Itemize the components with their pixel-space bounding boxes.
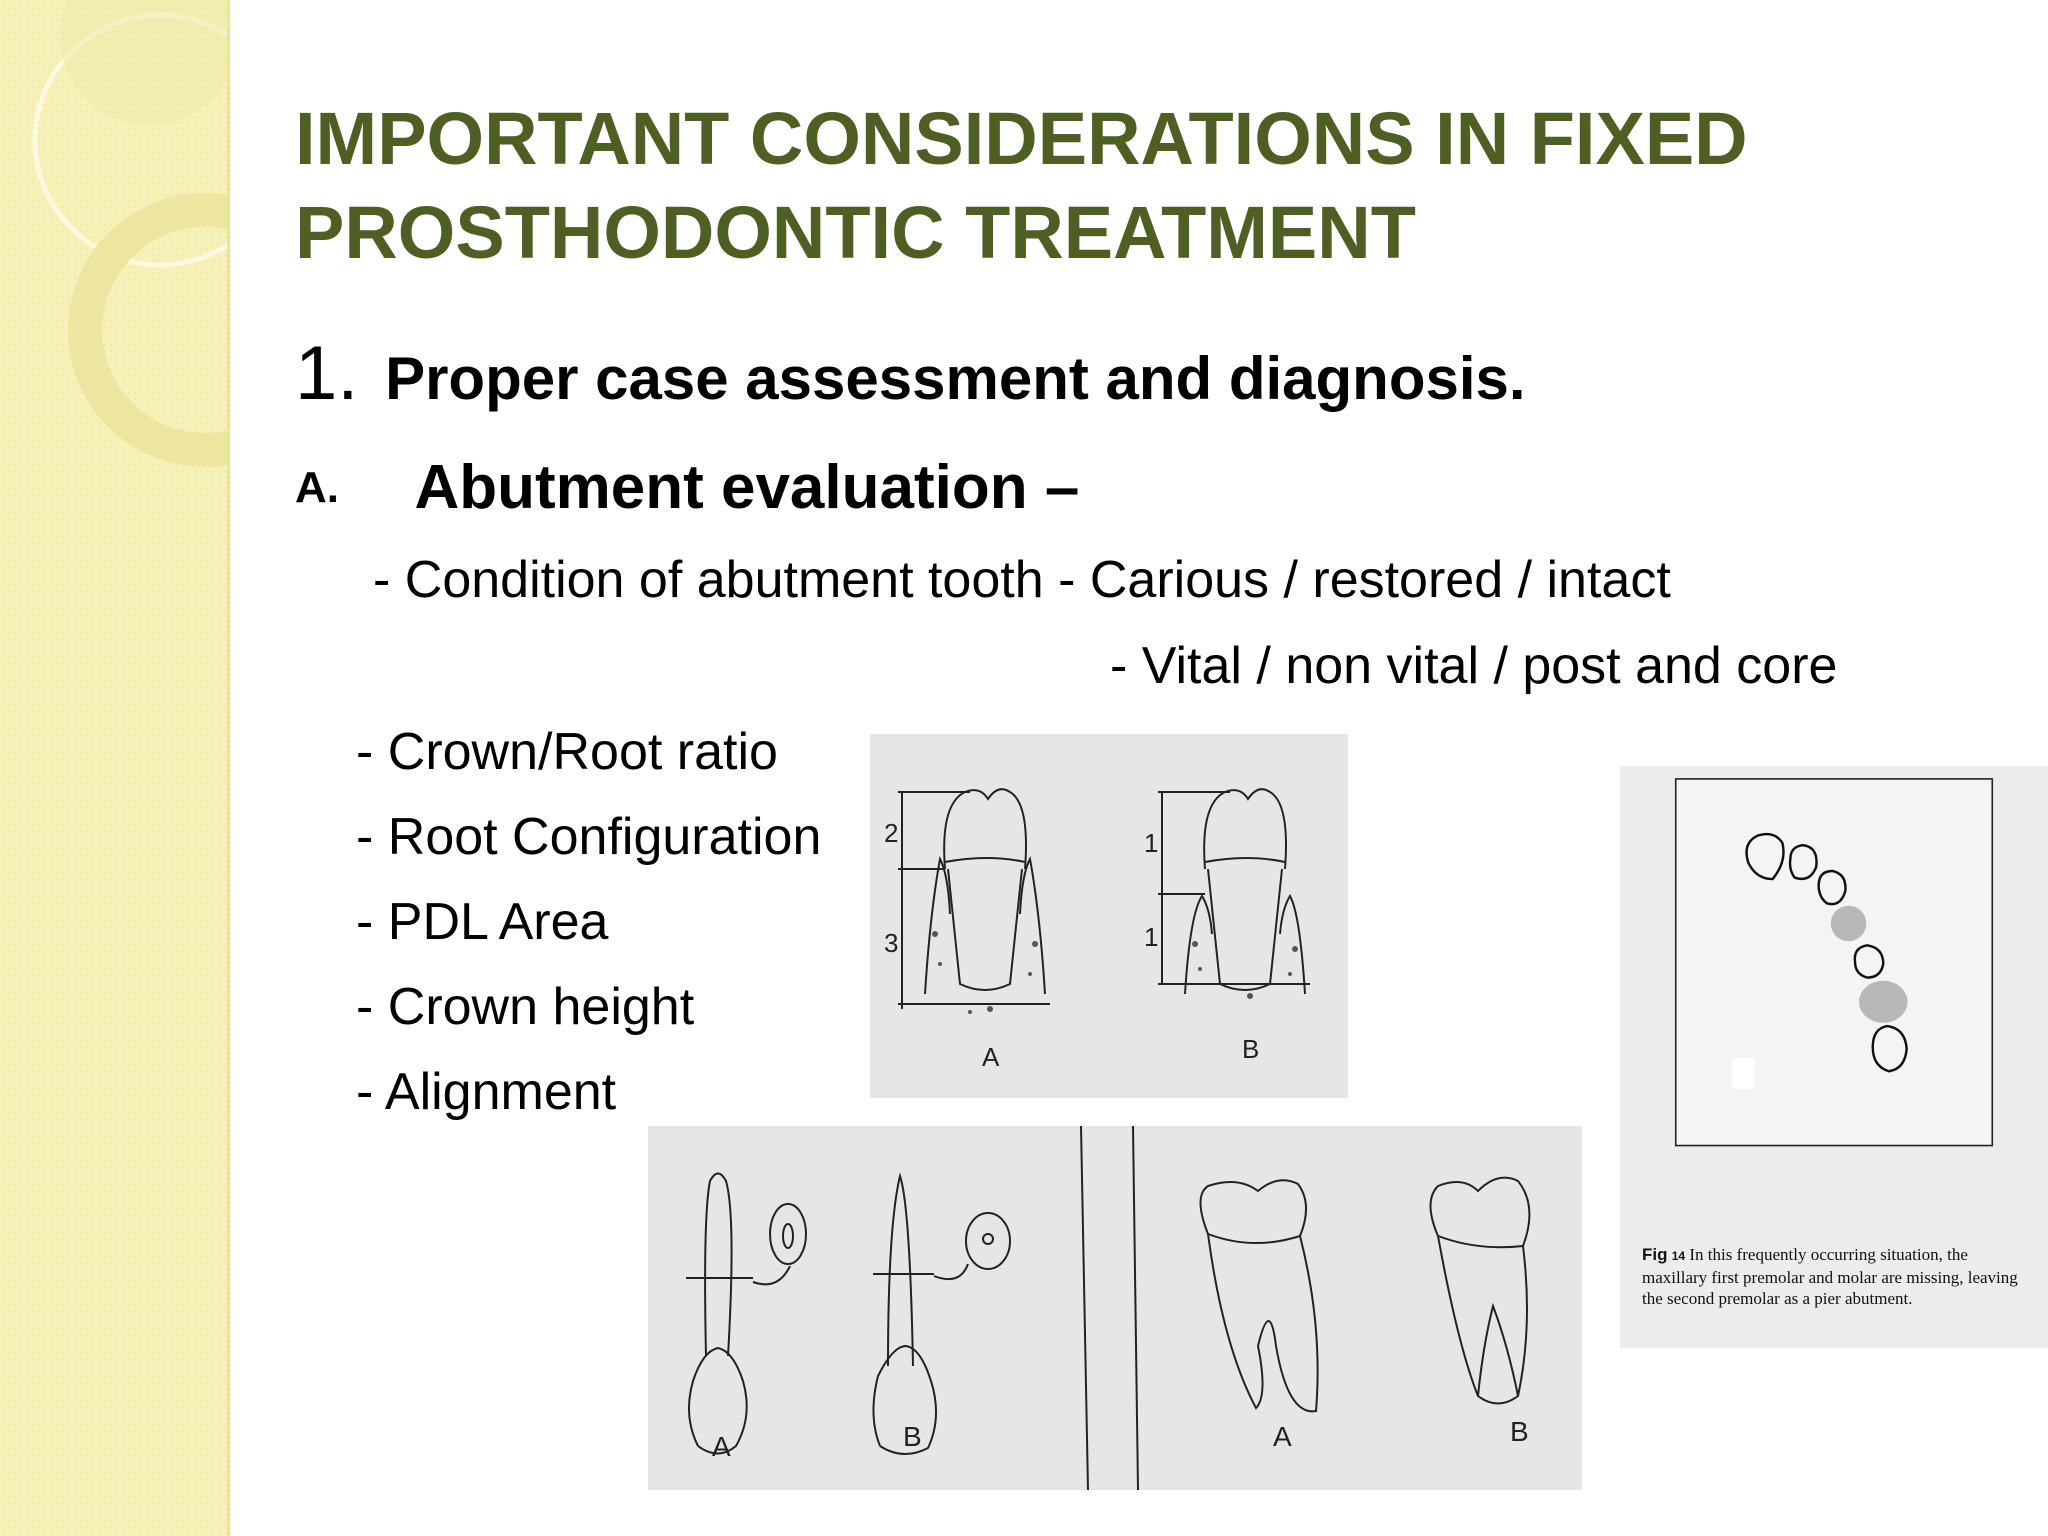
- figure-caption: [1642, 1244, 2032, 1309]
- title-line-1: IMPORTANT CONSIDERATIONS IN FIXED: [295, 97, 1748, 180]
- sidebar-divider: [227, 0, 230, 1536]
- arch-diagram: [1620, 766, 2048, 1236]
- point-a-letter: A.: [295, 462, 339, 512]
- vital-line: - Vital / non vital / post and core: [1110, 637, 1838, 695]
- pier-abutment-figure: [1620, 766, 2048, 1348]
- ratio-a-top: 2: [884, 818, 899, 848]
- fig-number: 14: [1671, 1249, 1686, 1263]
- ratio-b-bottom: 1: [1144, 922, 1159, 952]
- item-crown-height: - Crown height: [356, 978, 695, 1036]
- label-a: A: [982, 1042, 1000, 1072]
- title-line-2: PROSTHODONTIC TREATMENT: [295, 191, 1416, 274]
- root-configuration-diagram: [648, 1126, 1582, 1490]
- ratio-b-top: 1: [1144, 828, 1159, 858]
- decorative-circles: [0, 0, 228, 1536]
- label-b: B: [1242, 1034, 1260, 1064]
- point-1-text: Proper case assessment and diagnosis.: [385, 345, 1526, 412]
- item-alignment: - Alignment: [356, 1063, 617, 1121]
- point-1: [295, 330, 1526, 417]
- item-crown-root-ratio: - Crown/Root ratio: [356, 723, 778, 781]
- fig-label: Fig: [1642, 1245, 1668, 1264]
- item-pdl-area: - PDL Area: [356, 893, 609, 951]
- ratio-a-bottom: 3: [884, 928, 899, 958]
- root-label-a1: A: [712, 1431, 731, 1462]
- root-label-b1: B: [903, 1421, 922, 1452]
- crown-root-diagram: [870, 734, 1348, 1098]
- point-a-text: Abutment evaluation –: [414, 453, 1080, 522]
- root-configuration-figure: [648, 1126, 1582, 1490]
- item-root-configuration: - Root Configuration: [356, 808, 822, 866]
- condition-line: - Condition of abutment tooth - Carious / restored / intact: [373, 551, 1671, 609]
- root-label-b2: B: [1510, 1416, 1529, 1447]
- point-a: [295, 452, 1079, 523]
- root-label-a2: A: [1273, 1421, 1292, 1452]
- crown-root-ratio-figure: [870, 734, 1348, 1098]
- decorative-sidebar: [0, 0, 228, 1536]
- slide-title: [295, 92, 1895, 280]
- point-1-number: 1.: [295, 331, 359, 416]
- fig-caption-text: In this frequently occurring situation, the maxillary first premolar and molar are missing, leaving the second premolar as a pier abutment.: [1642, 1245, 2018, 1308]
